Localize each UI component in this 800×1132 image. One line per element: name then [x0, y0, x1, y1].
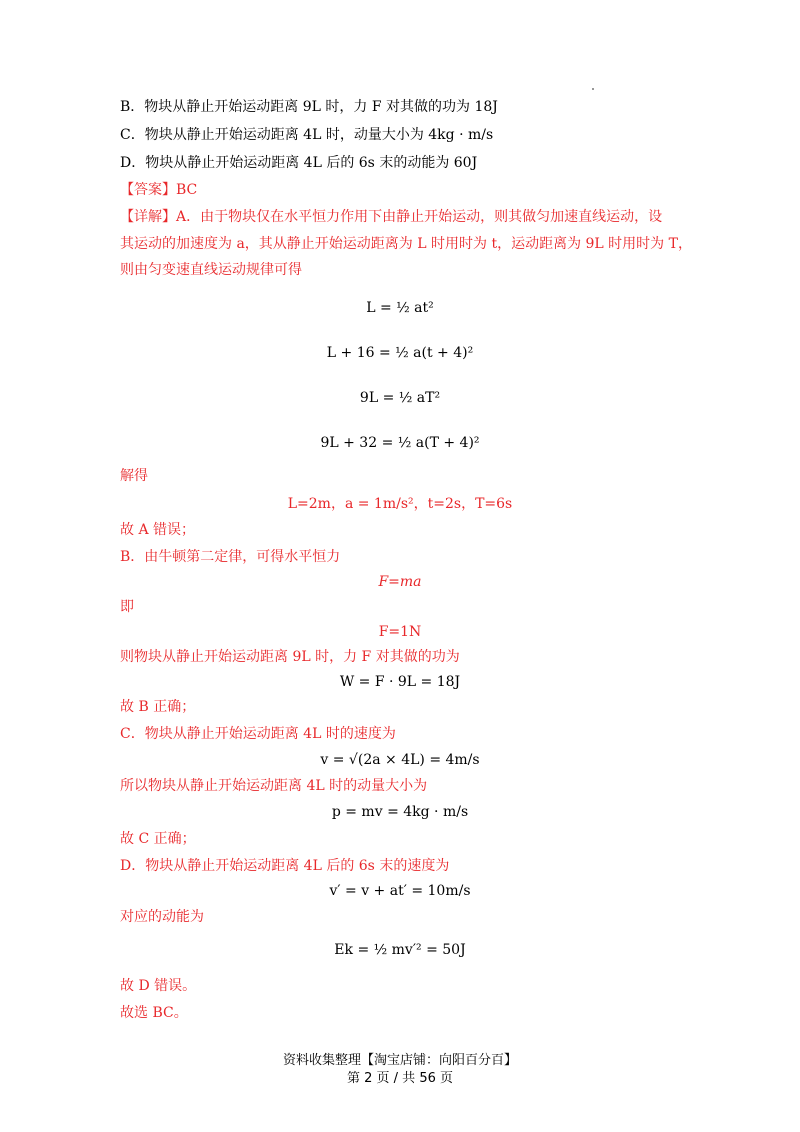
option-b: B．物块从静止开始运动距离 9L 时，力 F 对其做的功为 18J: [120, 99, 498, 115]
solution: L=2m，a = 1m/s²，t=2s，T=6s: [287, 496, 513, 512]
d-kinetic: 对应的动能为: [120, 909, 204, 925]
d-intro: D．物块从静止开始运动距离 4L 后的 6s 末的速度为: [120, 858, 450, 874]
equation-2: L + 16 = ½ a(t + 4)²: [326, 345, 474, 361]
explain-line1: 【详解】A．由于物块仅在水平恒力作用下由静止开始运动，则其做匀加速直线运动，设: [120, 209, 663, 225]
c-intro: C．物块从静止开始运动距离 4L 时的速度为: [120, 726, 396, 742]
c-eq2: p = mv = 4kg · m/s: [331, 804, 469, 820]
d-eq2: Ek = ½ mv′² = 50J: [334, 942, 466, 958]
explain-line3: 则由匀变速直线运动规律可得: [120, 262, 302, 278]
c-right: 故 C 正确；: [120, 831, 196, 847]
equation-3: 9L = ½ aT²: [359, 390, 441, 406]
a-wrong: 故 A 错误；: [120, 522, 196, 538]
b-right: 故 B 正确；: [120, 699, 196, 715]
footer-source: 资料收集整理【淘宝店铺：向阳百分百】: [282, 1053, 517, 1068]
ji-label: 即: [120, 599, 134, 615]
c-momentum: 所以物块从静止开始运动距离 4L 时的动量大小为: [120, 778, 428, 794]
d-wrong: 故 D 错误。: [120, 978, 197, 994]
equation-4: 9L + 32 = ½ a(T + 4)²: [320, 435, 480, 451]
scan-dot: [592, 88, 594, 90]
equation-1: L = ½ at²: [366, 300, 434, 316]
jiede-label: 解得: [120, 468, 148, 484]
b-eq1: F=ma: [378, 574, 422, 590]
b-eq3: W = F · 9L = 18J: [339, 674, 461, 690]
b-eq2: F=1N: [378, 624, 422, 640]
b-work: 则物块从静止开始运动距离 9L 时，力 F 对其做的功为: [120, 649, 460, 665]
answer: 【答案】BC: [120, 182, 198, 198]
explain-line2: 其运动的加速度为 a，其从静止开始运动距离为 L 时用时为 t，运动距离为 9L 时用时为 T，: [120, 236, 692, 252]
d-eq1: v′ = v + at′ = 10m/s: [329, 883, 471, 899]
c-eq1: v = √(2a × 4L) = 4m/s: [320, 752, 480, 768]
option-c: C．物块从静止开始运动距离 4L 时，动量大小为 4kg · m/s: [120, 127, 494, 143]
option-d: D．物块从静止开始运动距离 4L 后的 6s 末的动能为 60J: [120, 155, 478, 171]
b-intro: B．由牛顿第二定律，可得水平恒力: [120, 549, 341, 565]
final-answer: 故选 BC。: [120, 1005, 188, 1021]
footer-page-number: 第 2 页 / 共 56 页: [347, 1071, 453, 1086]
